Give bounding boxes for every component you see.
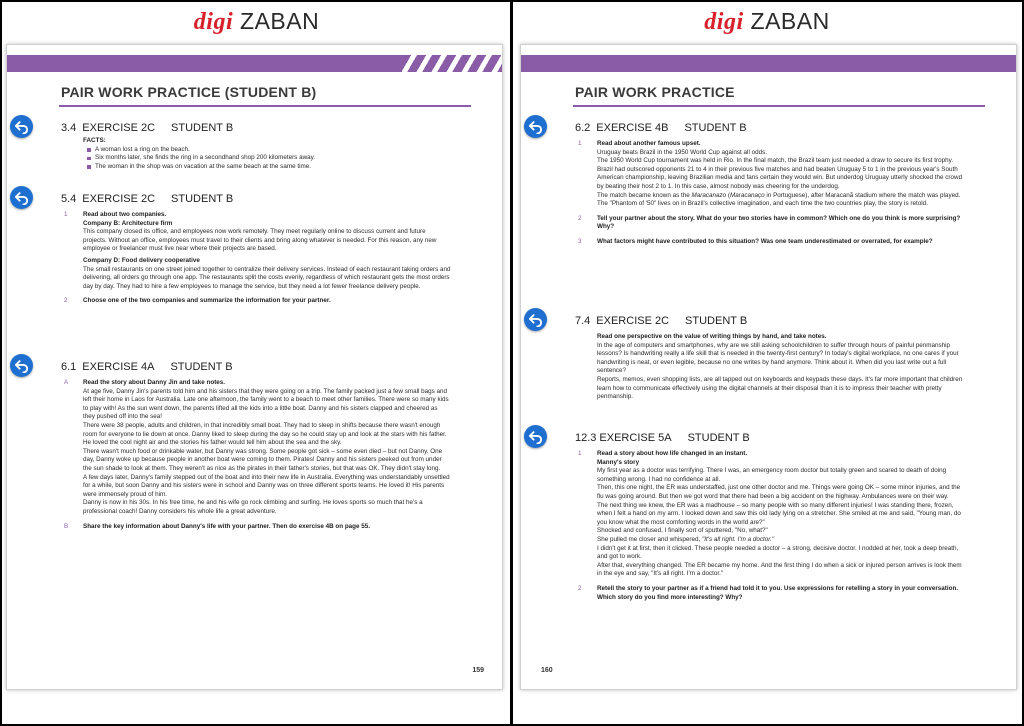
book-page-160 [520, 44, 1017, 690]
section-heading-7-4 [575, 315, 747, 327]
logo-zaban: ZABAN [750, 8, 830, 34]
student-label: STUDENT B [685, 315, 748, 327]
back-arrow-icon [14, 190, 29, 205]
item-text: What factors might have contributed to this situation? Was one team underestimated or overrated, for example? [597, 237, 933, 245]
text-run: ( [726, 191, 731, 199]
exercise-label: EXERCISE 2C [82, 193, 156, 205]
intro [575, 333, 965, 342]
numbered-item [575, 140, 965, 149]
facts-label: FACTS: [83, 137, 106, 144]
section-heading-3-4 [61, 122, 233, 134]
back-arrow-icon [528, 312, 543, 327]
company-b [61, 220, 451, 254]
section-body-12-3 [575, 450, 965, 602]
section-number: 7.4 [575, 315, 591, 327]
headline [575, 149, 965, 158]
exercise-label: EXERCISE 2C [82, 122, 156, 134]
story-title [575, 459, 965, 468]
fact-text: A woman lost a ring on the beach. [95, 145, 190, 153]
paragraph-text: Then, this one night, the ER was understaffed, just one other doctor and me. Things were going OK – some minor injuries, and the flu was going around. But then we got word that there had been a big accident on the highway. Ambulances were on their way. [597, 484, 961, 500]
section-number: 6.2 [575, 122, 591, 134]
student-label: STUDENT B [171, 193, 234, 205]
item-letter: A [64, 379, 69, 386]
student-label: STUDENT B [687, 432, 750, 444]
facts-list [61, 146, 451, 172]
exercise-label: EXERCISE 4B [596, 122, 669, 134]
company-title: Company D: Food delivery cooperative [83, 256, 200, 264]
item-text: Read the story about Danny Jin and take notes. [83, 379, 226, 386]
story-title-text: Manny's story [597, 458, 640, 466]
student-label: STUDENT B [171, 122, 234, 134]
italic-term: Maracanazo [691, 191, 727, 199]
fact-text: Six months later, she finds the ring in a secondhand shop 200 kilometers away. [95, 154, 316, 162]
paragraph-text: At age five, Danny Jin's parents told him and his sisters that they were going on a trip. The family packed just a few small bags and left their home in Laos for Australia. Late one afternoon, the family went to a beach to meet other families. There were so many kids to play with! As the sun went down, the parents lifted all the kids into a little boat. Danny and his sisters clapped and cheered as they pushed off into the sea! [83, 387, 449, 421]
section-number: 3.4 [61, 122, 77, 134]
article-paragraph [575, 192, 965, 209]
numbered-item [61, 211, 451, 220]
section-body-6-2 [575, 140, 965, 247]
company-title: Company B: Architecture firm [83, 219, 173, 227]
company-text: This company closed its office, and employees now work remotely. They meet regularly online to discuss current and future projects. Without an office, employees must travel to their clients and bring along whatever is needed. For this reason, any new employee or freelancer must live near where their projects are based. [83, 228, 437, 253]
story-paragraph [61, 499, 451, 516]
page-number: 159 [472, 667, 484, 674]
story-paragraph [61, 474, 451, 500]
lettered-item [61, 523, 451, 532]
item-number: 1 [578, 450, 582, 457]
bullet-icon [87, 148, 91, 152]
paragraph-text: The next thing we knew, the ER was a madhouse – so many people with so many different injuries! I was standing there, frozen, when I felt a hand on my arm. I looked down and saw this old lady lying on a stretcher. She smiled at me and said, "Young man, do you know what the most comforting words in the world are?" [597, 501, 961, 526]
exercise-label: EXERCISE 4A [82, 361, 155, 373]
numbered-item [61, 297, 451, 306]
book-page-159 [6, 44, 503, 690]
logo [512, 8, 1022, 35]
back-arrow-button[interactable] [10, 186, 33, 209]
item-number: 3 [578, 237, 582, 245]
section-heading-12-3 [575, 432, 750, 444]
item-number: 2 [578, 584, 582, 592]
item-text: Read about two companies. [83, 211, 167, 218]
item-text: Retell the story to your partner as if a friend had told it to you. Use expressions for retelling a story in your conversation. Which story do you find more interesting? Why? [597, 584, 959, 601]
page-number: 160 [541, 667, 553, 674]
paragraph-text: A few days later, Danny's family stepped out of the boat and into their new life in Australia. Everything was understandably unsettled for a while, but soon Danny and his sisters were in school and Danny was on three different sports teams. He loved it! His parents were immensely proud of him. [83, 473, 450, 498]
list-item [61, 163, 451, 172]
paragraph-text: There wasn't much food or drinkable water, but Danny was strong. Some people got sick – some even died – but not Danny. One day, Danny woke up because people in another boat were coming to them. Pirates! Danny and his sisters peeked out from under the sun shade to look at them. They weren't as nice as the pirates in their father's stories, but that was OK. They didn't stay long. [83, 447, 443, 472]
paragraph-text: Danny is now in his 30s. In his free time, he and his wife go rock climbing and surfing. He loves sports so much that he's a professional coach! Danny considers his whole life a great adventure. [83, 499, 423, 515]
paragraph-text: I didn't get it at first, then it clicked. These people needed a doctor – a strong, decisive doctor. I nodded at her, took a deep breath, and got to work. [597, 544, 959, 561]
back-arrow-icon [14, 358, 29, 373]
text-run: in Portuguese), after Maracanã stadium where the match was played. The "Phantom of '50" lives on in Brazil's collective imagination, and each time the two countries play, the story is retold. [597, 191, 961, 208]
back-arrow-button[interactable] [10, 115, 33, 138]
section-number: 6.1 [61, 361, 77, 373]
item-number: 2 [578, 214, 582, 222]
item-text: Choose one of the two companies and summarize the information for your partner. [83, 297, 331, 305]
header-band [521, 55, 1016, 72]
article-paragraph [575, 157, 965, 191]
item-number: 1 [578, 140, 582, 147]
item-text: Read a story about how life changed in an instant. [597, 450, 748, 457]
student-label: STUDENT B [170, 361, 233, 373]
section-heading-6-1 [61, 361, 233, 373]
exercise-label: EXERCISE 5A [599, 432, 672, 444]
item-letter: B [64, 522, 69, 530]
paragraph-text: Shocked and confused, I finally sort of sputtered, "No, what?" [597, 527, 768, 535]
student-label: STUDENT B [684, 122, 747, 134]
section-body-3-4 [61, 137, 451, 171]
title-divider [573, 105, 985, 107]
lettered-item [61, 379, 451, 388]
back-arrow-icon [14, 119, 29, 134]
paragraph-text: Reports, memos, even shopping lists, are all tapped out on keyboards and keypads these days. It's far more important that children learn how to communicate effectively using the digital channels at their disposal than it is to impress their teacher with pretty penmanship. [597, 375, 963, 401]
bullet-icon [87, 157, 91, 161]
paragraph-text: The 1950 World Cup tournament was held in Rio. In the final match, the Brazil team just needed a draw to secure its first trophy. Brazil had outscored opponents 21 to 4 in their previous five matches and had beaten Uruguay 5 to 1 in the previous year's South American championship, leaving Brazilian media and fans certain they would win. But underdog Uruguay utterly shocked the crowd by beating their host 2 to 1. In this case, almost nobody was cheering for the underdog. [597, 157, 963, 190]
logo-zaban: ZABAN [240, 8, 320, 34]
item-text: Share the key information about Danny's life with your partner. Then do exercise 4B on page 55. [83, 522, 371, 530]
back-arrow-button[interactable] [10, 354, 33, 377]
item-text: Read about another famous upset. [597, 140, 701, 147]
back-arrow-icon [528, 429, 543, 444]
item-number: 1 [64, 211, 68, 218]
logo-digi: digi [193, 9, 234, 35]
section-body-7-4 [575, 333, 965, 402]
viewer-divider [510, 0, 513, 726]
story-paragraph [575, 484, 965, 501]
opinion-paragraph [575, 376, 965, 402]
story-paragraph [575, 536, 965, 545]
text-run: The match became known as the [597, 191, 692, 199]
paragraph-text [597, 536, 965, 545]
logo-digi: digi [704, 9, 744, 35]
list-item [61, 154, 451, 163]
logo [2, 8, 511, 35]
numbered-item [575, 585, 965, 602]
paragraph-text: There were 38 people, adults and children, in that incredibly small boat. They had to sleep in shifts because there wasn't enough room for everyone to lie down at once. Danny liked to sleep during the day so he could stay up and look at the stars with his father. He loved the cool night air and the stories his father would tell him about the sea and the sky. [83, 421, 447, 447]
section-body-6-1 [61, 379, 451, 531]
paragraph-text: After that, everything changed. The ER became my home. And the first thing I do when a sick or injured person arrives is look them in the eye and say, "It's all right. I'm a doctor." [597, 561, 962, 578]
back-arrow-button[interactable] [524, 115, 547, 138]
section-heading-5-4 [61, 193, 233, 205]
header-stripes [402, 55, 502, 72]
section-number: 5.4 [61, 193, 77, 205]
company-d [61, 257, 451, 291]
intro-text: Read one perspective on the value of writing things by hand, and take notes. [597, 333, 827, 340]
story-paragraph [575, 562, 965, 579]
back-arrow-button[interactable] [524, 425, 547, 448]
story-paragraph [575, 527, 965, 536]
story-paragraph [575, 545, 965, 562]
back-arrow-button[interactable] [524, 308, 547, 331]
numbered-item [575, 215, 965, 232]
fact-text: The woman in the shop was on vacation at the same beach at the same time. [95, 162, 311, 170]
page-title: PAIR WORK PRACTICE (STUDENT B) [61, 84, 317, 100]
section-number: 12.3 [575, 432, 597, 444]
story-paragraph [61, 388, 451, 422]
back-arrow-icon [528, 119, 543, 134]
numbered-item [575, 238, 965, 247]
italic-quote: "It's all right. I'm a doctor." [702, 535, 775, 543]
text-run: She pulled me closer and whispered, [597, 535, 703, 543]
paragraph-text: My first year as a doctor was terrifying. There I was, an emergency room doctor but totally green and scared to death of doing something wrong. I had no confidence at all. [597, 467, 947, 483]
section-body-5-4 [61, 211, 451, 306]
story-paragraph [575, 502, 965, 528]
page-title: PAIR WORK PRACTICE [575, 84, 735, 100]
paragraph-text [597, 192, 965, 209]
company-text: The small restaurants on one street joined together to centralize their delivery services. Instead of each restaurant taking orders and delivering, all orders go through one app. The restaurants split the costs evenly, regardless of which restaurant gets the most orders day by day. They had to hire a few employees to manage the service, but they need a lot fewer freelance delivery people. [83, 265, 451, 290]
story-paragraph [61, 422, 451, 448]
headline-text: Uruguay beats Brazil in the 1950 World Cup against all odds. [597, 148, 767, 156]
paragraph-text: In the age of computers and smartphones, why are we still asking schoolchildren to suffer through hours of painful penmanship lessons? Is handwriting really a life skill that is needed in the twenty-first century? In today's digital workplace, no one cares if your handwriting is neat, or even legible, because no one writes by hand anymore. Think about it. When did you last write out a full sentence? [597, 341, 959, 375]
section-heading-6-2 [575, 122, 747, 134]
numbered-item [575, 450, 965, 459]
opinion-paragraph [575, 342, 965, 376]
bullet-icon [87, 165, 91, 169]
italic-term: Maracanaço [730, 191, 765, 199]
item-number: 2 [64, 297, 68, 305]
exercise-label: EXERCISE 2C [596, 315, 670, 327]
story-paragraph [575, 467, 965, 484]
story-paragraph [61, 448, 451, 474]
item-text: Tell your partner about the story. What do your two stories have in common? Which one do you think is more surprising? Why? [597, 214, 961, 231]
title-divider [59, 105, 471, 107]
list-item [61, 146, 451, 155]
